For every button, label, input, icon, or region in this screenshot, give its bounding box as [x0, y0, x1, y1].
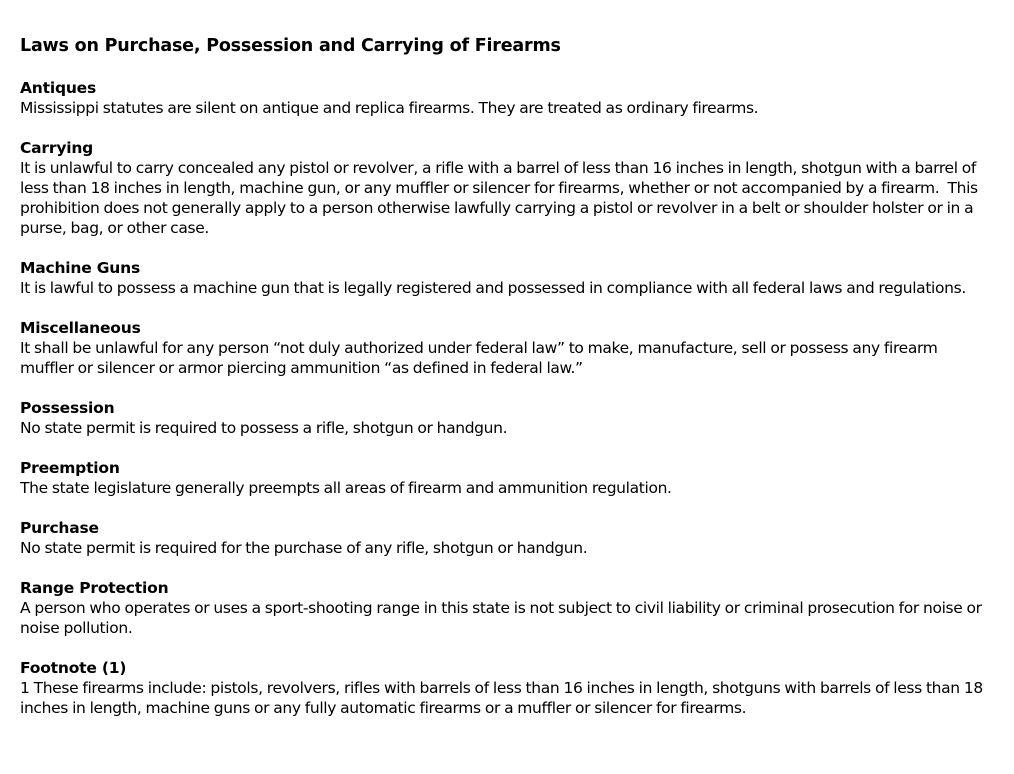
section-body: It is unlawful to carry concealed any pistol or revolver, a rifle with a barrel of less than 16 inches in length, shotgun with a barrel of less than 18 inches in length, machine gun, or any muffler or silencer for firearms, whether or not accompanied by a firearm. This prohibition does not generally apply to a person otherwise lawfully carrying a pistol or revolver in a belt or shoulder holster or in a purse, bag, or other case. — [20, 159, 982, 237]
document-title: Laws on Purchase, Possession and Carrying of Firearms — [20, 36, 561, 56]
section-preemption — [20, 458, 994, 498]
section-body: A person who operates or uses a sport-shooting range in this state is not subject to civil liability or criminal prosecution for noise or noise pollution. — [20, 599, 986, 637]
section-body: The state legislature generally preempts all areas of firearm and ammunition regulation. — [20, 479, 672, 497]
section-carrying — [20, 138, 994, 238]
section-miscellaneous — [20, 318, 994, 378]
section-heading: Preemption — [20, 459, 120, 477]
section-possession — [20, 398, 994, 438]
section-body: No state permit is required to possess a rifle, shotgun or handgun. — [20, 419, 508, 437]
section-antiques — [20, 78, 994, 118]
section-heading: Footnote (1) — [20, 659, 127, 677]
section-heading: Carrying — [20, 139, 94, 157]
section-body: 1 These firearms include: pistols, revolvers, rifles with barrels of less than 16 inches in length, shotguns with barrels of less than 18 inches in length, machine guns or any fully automatic firearms or a muffler or silencer for firearms. — [20, 679, 987, 717]
section-machine-guns — [20, 258, 994, 298]
section-heading: Range Protection — [20, 579, 169, 597]
section-heading: Purchase — [20, 519, 99, 537]
section-purchase — [20, 518, 994, 558]
section-body: It shall be unlawful for any person “not duly authorized under federal law” to make, manufacture, sell or possess any firearm muffler or silencer or armor piercing ammunition “as defined in federal law.” — [20, 339, 942, 377]
section-body: Mississippi statutes are silent on antique and replica firearms. They are treated as ordinary firearms. — [20, 99, 759, 117]
section-heading: Possession — [20, 399, 115, 417]
section-body: No state permit is required for the purchase of any rifle, shotgun or handgun. — [20, 539, 588, 557]
section-heading: Miscellaneous — [20, 319, 141, 337]
section-heading: Antiques — [20, 79, 97, 97]
section-heading: Machine Guns — [20, 259, 140, 277]
section-body: It is lawful to possess a machine gun that is legally registered and possessed in compliance with all federal laws and regulations. — [20, 279, 966, 297]
section-range-protection — [20, 578, 994, 638]
section-footnote — [20, 658, 994, 718]
